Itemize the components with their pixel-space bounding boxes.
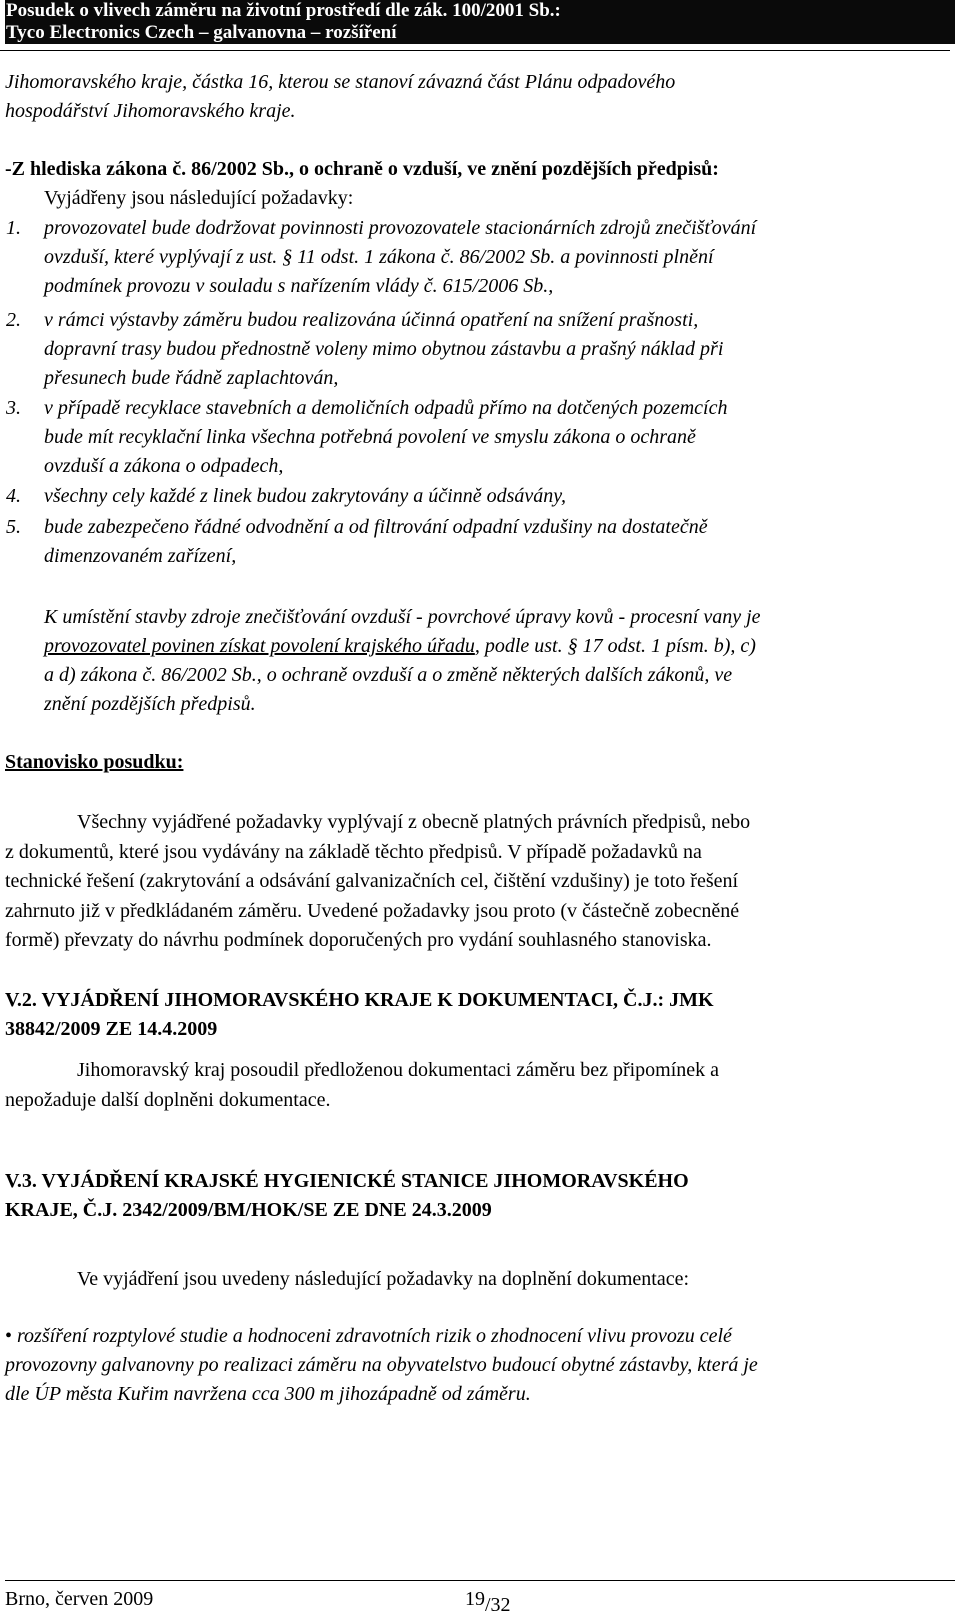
item-number: 1. [6, 217, 21, 239]
permit-line-2-rest: , podle ust. § 17 odst. 1 písm. b), c) [474, 635, 756, 657]
item-2-line-1: v rámci výstavby záměru budou realizována účinná opatření na snížení prašnosti, [44, 309, 699, 331]
item-number: 2. [6, 309, 21, 331]
permit-line-2 [44, 634, 756, 658]
v3-heading-line-1: V.3. VYJÁDŘENÍ KRAJSKÉ HYGIENICKÉ STANICE JIHOMORAVSKÉHO [5, 1170, 689, 1192]
v2-text-line-1: Jihomoravský kraj posoudil předloženou dokumentaci záměru bez připomínek a [77, 1059, 720, 1081]
item-2-line-3: přesunech bude řádně zaplachtován, [44, 367, 339, 389]
permit-line-3: a d) zákona č. 86/2002 Sb., o ochraně ovzduší a o změně některých dalších zákonů, ve [44, 664, 733, 686]
item-number: 5. [6, 516, 21, 538]
item-5-line-1: bude zabezpečeno řádné odvodnění a od filtrování odpadní vzdušiny na dostatečně [44, 516, 708, 538]
stanovisko-line-1: Všechny vyjádřené požadavky vyplývají z obecně platných právních předpisů, nebo [77, 811, 751, 833]
bullet-glyph: • [5, 1325, 13, 1347]
v2-heading-line-2: 38842/2009 ZE 14.4.2009 [5, 1018, 218, 1040]
bullet-line-2: provozovny galvanovny po realizaci záměru na obyvatelstvo budoucí obytné zástavby, která je [5, 1354, 758, 1376]
item-1-line-1: provozovatel bude dodržovat povinnosti provozovatele stacionárních zdrojů znečišťování [44, 217, 757, 239]
v3-heading-line-2: KRAJE, Č.J. 2342/2009/BM/HOK/SE ZE DNE 24.3.2009 [5, 1199, 492, 1221]
item-3-line-2: bude mít recyklační linka všechna potřebná povolení ve smyslu zákona o ochraně [44, 426, 696, 448]
permit-underlined-text: provozovatel povinen získat povolení krajského úřadu [44, 635, 475, 657]
stanovisko-line-4: zahrnuto již v předkládaném záměru. Uvedené požadavky jsou proto (v částečně zobecněné [5, 900, 740, 922]
stanovisko-line-3: technické řešení (zakrytování a odsávání galvanizačních cel, čištění vzdušiny) je toto řešení [5, 870, 739, 892]
intro-line-1: Jihomoravského kraje, částka 16, kterou se stanoví závazná část Plánu odpadového [5, 71, 676, 93]
item-number: 4. [6, 485, 21, 507]
page-number [465, 1587, 511, 1617]
permit-line-4: znění pozdějších předpisů. [44, 693, 256, 715]
header-title: Posudek o vlivech záměru na životní prostředí dle zák. 100/2001 Sb.: [5, 0, 955, 22]
page-total: /32 [485, 1594, 511, 1616]
item-3-line-1: v případě recyklace stavebních a demoličních odpadů přímo na dotčených pozemcích [44, 397, 728, 419]
bullet-line-1 [5, 1324, 732, 1348]
v3-text: Ve vyjádření jsou uvedeny následující požadavky na doplnění dokumentace: [77, 1268, 690, 1290]
item-2-line-2: dopravní trasy budou přednostně voleny mimo obytnou zástavbu a prašný náklad při [44, 338, 724, 360]
air-section-heading: -Z hlediska zákona č. 86/2002 Sb., o ochraně o vzduší, ve znění pozdějších předpisů: [5, 158, 719, 180]
page-current: 19 [465, 1588, 485, 1610]
item-1-line-2: ovzduší, které vyplývají z ust. § 11 odst. 1 zákona č. 86/2002 Sb. a povinnosti plnění [44, 246, 714, 268]
stanovisko-line-5: formě) převzaty do návrhu podmínek doporučených pro vydání souhlasného stanoviska. [5, 929, 712, 951]
document-header [5, 0, 955, 44]
header-rule [0, 50, 950, 51]
item-number: 3. [6, 397, 21, 419]
item-3-line-3: ovzduší a zákona o odpadech, [44, 455, 284, 477]
item-4-line-1: všechny cely každé z linek budou zakrytovány a účinně odsávány, [44, 485, 567, 507]
intro-line-2: hospodářství Jihomoravského kraje. [5, 100, 296, 122]
permit-line-1: K umístění stavby zdroje znečišťování ovzduší - povrchové úpravy kovů - procesní vany je [44, 606, 761, 628]
v2-text-line-2: nepožaduje další doplněni dokumentace. [5, 1089, 331, 1111]
stanovisko-heading: Stanovisko posudku: [5, 751, 184, 773]
footer-rule [5, 1580, 955, 1581]
air-section-subheading: Vyjádřeny jsou následující požadavky: [44, 187, 354, 209]
v2-heading-line-1: V.2. VYJÁDŘENÍ JIHOMORAVSKÉHO KRAJE K DOKUMENTACI, Č.J.: JMK [5, 989, 714, 1011]
bullet-text-1: rozšíření rozptylové studie a hodnoceni zdravotních rizik o zhodnocení vlivu provozu celé [17, 1325, 732, 1347]
bullet-line-3: dle ÚP města Kuřim navržena cca 300 m jihozápadně od záměru. [5, 1383, 531, 1405]
footer-place-date: Brno, červen 2009 [5, 1588, 154, 1610]
stanovisko-line-2: z dokumentů, které jsou vydávány na základě těchto předpisů. V případě požadavků na [5, 841, 702, 863]
item-1-line-3: podmínek provozu v souladu s nařízením vlády č. 615/2006 Sb., [44, 275, 554, 297]
item-5-line-2: dimenzovaném zařízení, [44, 545, 237, 567]
header-subtitle: Tyco Electronics Czech – galvanovna – rozšíření [5, 22, 955, 44]
